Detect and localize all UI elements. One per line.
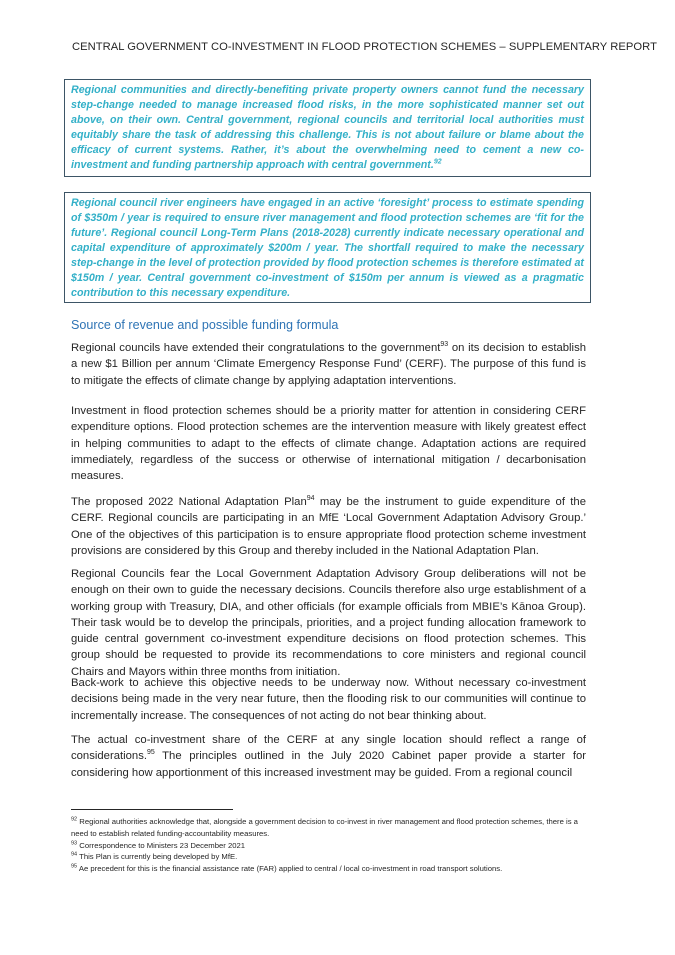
paragraph-investment-priority: Investment in flood protection schemes should be a priority matter for attention in considering CERF expenditure options. Flood protection schemes are the intervention measure with likely greatest effect in helping communities to adapt to the effects of climate change. Adaptation actions are required immediately, regardless of the success or otherwise of international mitigation / decarbonisation measures. [71,405,586,483]
footnotes [71,816,586,875]
footnote-ref-93[interactable]: 93 [440,341,449,349]
callout-text: Regional council river engineers have engaged in an active ‘foresight’ process to estimate spending of $350m / year is required to ensure river management and flood protection schemes are ‘fit for the future’. Regional council Long-Term Plans (2018-2028) currently indicate necessary operational and capital expenditure of approximately $200m / year. The shortfall required to make the necessary step-change in the level of protection provided by flood protection schemes is therefore estimated at $150m / year. Central government co-investment of $150m per annum is viewed as a pragmatic contribution to this necessary expenditure. [71,197,584,300]
footnote-text: This Plan is currently being developed by MfE. [77,852,238,862]
paragraph-working-group: Regional Councils fear the Local Government Adaptation Advisory Group deliberations will not be enough on their own to guide the necessary decisions. Councils therefore also urge establishment of a working group with Treasury, DIA, and other officials (for example officials from MBIE’s Kānoa Group). Their task would be to develop the principals, priorities, and a project funding allocation framework to guide central government co-investment expenditure decisions on flood protection schemes. This group should be requested to provide its recommendations to core ministers and regional council Chairs and Mayors within three months from initiation. [71,568,586,678]
footnote-number: 92 [71,816,78,823]
footnote-95 [71,863,586,875]
footnote-ref-92[interactable]: 92 [433,158,442,166]
paragraph-text: The principles outlined in the July 2020 Cabinet paper provide a starter for considering how apportionment of this increased investment may be guided. From a regional council [71,750,586,779]
footnote-text: Ae precedent for this is the financial assistance rate (FAR) applied to central / local co-investment in road transport solutions. [77,864,503,874]
footnote-divider [71,809,233,810]
paragraph-text: may be the instrument to guide expenditure of the CERF. Regional councils are participating in an MfE ‘Local Government Adaptation Advisory Group.’ One of the objectives of this participation is to ensure appropriate flood protection scheme investment provisions are considered by this Group and thereby included in the National Adaptation Plan. [71,496,586,557]
paragraph-text: on its decision to establish a new $1 Billion per annum ‘Climate Emergency Response Fund’ (CERF). The purpose of this fund is to mitigate the effects of climate change by applying adaptation interventions. [71,342,586,387]
paragraph-back-work: Back-work to achieve this objective needs to be underway now. Without necessary co-investment decisions being made in the very near future, then the flooding risk to our communities will continue to incrementally increase. The consequences of not acting do not bear thinking about. [71,677,586,722]
paragraph-co-investment-share [71,732,586,781]
footnote-93 [71,840,586,852]
footnote-ref-94[interactable]: 94 [306,495,315,503]
footnote-number: 93 [71,840,78,847]
callout-box-spending-estimate [64,192,591,303]
section-heading: Source of revenue and possible funding formula [71,318,339,332]
paragraph-national-adaptation-plan [71,494,586,559]
footnote-ref-95[interactable]: 95 [146,749,155,757]
footnote-92 [71,816,586,840]
callout-box-co-investment [64,79,591,177]
paragraph-text: Regional councils have extended their congratulations to the government [71,342,441,354]
footnote-number: 95 [71,863,78,870]
footnote-text: Correspondence to Ministers 23 December 2021 [77,840,246,850]
paragraph-text: The actual co-investment share of the CERF at any single location should reflect a range of considerations. [71,734,586,763]
running-header: CENTRAL GOVERNMENT CO-INVESTMENT IN FLOOD PROTECTION SCHEMES – SUPPLEMENTARY REPORT [72,41,657,53]
footnote-94 [71,851,586,863]
paragraph-text: The proposed 2022 National Adaptation Plan [71,496,307,508]
callout-text: Regional communities and directly-benefiting private property owners cannot fund the necessary step-change needed to manage increased flood risks, in the more sophisticated manner set out above, on their own. Central government, regional councils and territorial local authorities must equitably share the task of addressing this challenge. This is not about failure or blame about the efficacy of current systems. Rather, it’s about the overwhelming need to cement a new co-investment and funding partnership approach with central government. [71,84,584,172]
footnote-number: 94 [71,851,78,858]
footnote-text: Regional authorities acknowledge that, alongside a government decision to co-invest in river management and flood protection schemes, there is a need to establish related funding-accountability measures. [71,817,578,838]
paragraph-cerf-intro [71,340,586,389]
